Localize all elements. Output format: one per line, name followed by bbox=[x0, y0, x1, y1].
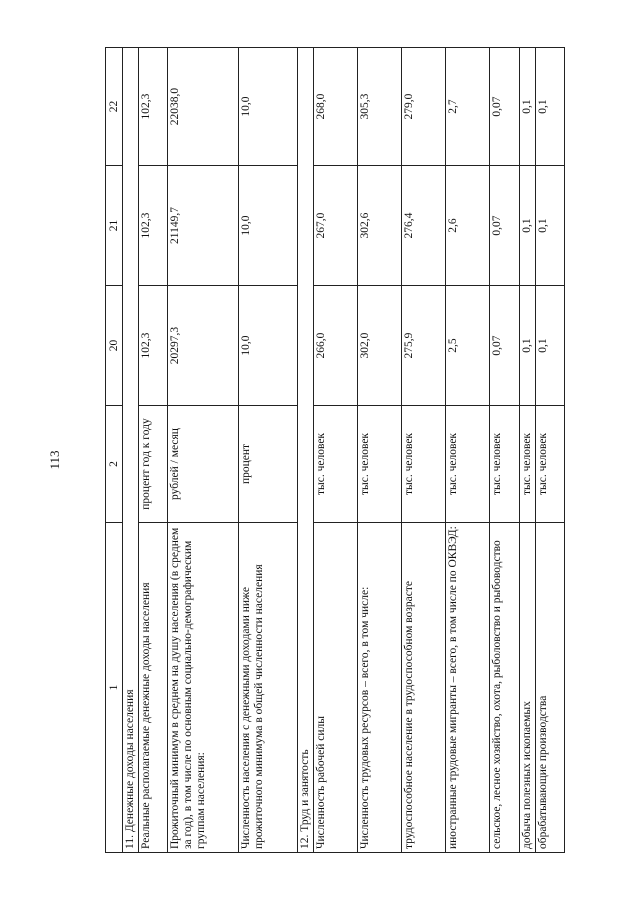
value-cell: 0,1 bbox=[520, 286, 536, 406]
col-header: 22 bbox=[106, 48, 123, 166]
table-row bbox=[520, 48, 536, 853]
table-row bbox=[239, 48, 298, 853]
row-label: иностранные трудовые мигранты – всего, в том числе по ОКВЭД: bbox=[445, 523, 489, 853]
value-cell: 0,1 bbox=[536, 48, 565, 166]
value-cell: 10,0 bbox=[239, 48, 298, 166]
col-header: 2 bbox=[106, 406, 123, 523]
value-cell: 102,3 bbox=[139, 48, 168, 166]
table-row bbox=[536, 48, 565, 853]
value-cell: 268,0 bbox=[314, 48, 358, 166]
row-label: Прожиточный минимум в среднем на душу населения (в среднем за год), в том числе по основным социально-демографическим группам населения: bbox=[167, 523, 238, 853]
row-label: трудоспособное население в трудоспособном возрасте bbox=[401, 523, 445, 853]
data-table bbox=[105, 47, 565, 853]
unit-cell: рублей / месяц bbox=[167, 406, 238, 523]
value-cell: 266,0 bbox=[314, 286, 358, 406]
value-cell: 2,7 bbox=[445, 48, 489, 166]
table-row bbox=[314, 48, 358, 853]
value-cell: 0,07 bbox=[489, 166, 520, 286]
value-cell: 0,1 bbox=[520, 166, 536, 286]
col-header: 1 bbox=[106, 523, 123, 853]
header-row bbox=[106, 48, 123, 853]
table-row bbox=[445, 48, 489, 853]
unit-cell: тыс. человек bbox=[520, 406, 536, 523]
row-label: обрабатывающие производства bbox=[536, 523, 565, 853]
table-row bbox=[139, 48, 168, 853]
unit-cell: тыс. человек bbox=[358, 406, 402, 523]
table-row bbox=[489, 48, 520, 853]
section-row bbox=[123, 48, 139, 853]
col-header: 21 bbox=[106, 166, 123, 286]
value-cell: 0,07 bbox=[489, 286, 520, 406]
value-cell: 0,07 bbox=[489, 48, 520, 166]
section-title: 11. Денежные доходы населения bbox=[123, 48, 139, 853]
value-cell: 302,6 bbox=[358, 166, 402, 286]
value-cell: 2,5 bbox=[445, 286, 489, 406]
unit-cell: тыс. человек bbox=[445, 406, 489, 523]
row-label: Численность рабочей силы bbox=[314, 523, 358, 853]
value-cell: 305,3 bbox=[358, 48, 402, 166]
unit-cell: тыс. человек bbox=[489, 406, 520, 523]
unit-cell: тыс. человек bbox=[314, 406, 358, 523]
section-row bbox=[298, 48, 314, 853]
row-label: сельское, лесное хозяйство, охота, рыболовство и рыбоводство bbox=[489, 523, 520, 853]
row-label: Численность трудовых ресурсов – всего, в том числе: bbox=[358, 523, 402, 853]
row-label: Реальные располагаемые денежные доходы населения bbox=[139, 523, 168, 853]
value-cell: 302,0 bbox=[358, 286, 402, 406]
value-cell: 20297,3 bbox=[167, 286, 238, 406]
value-cell: 10,0 bbox=[239, 286, 298, 406]
value-cell: 0,1 bbox=[536, 286, 565, 406]
unit-cell: процент год к году bbox=[139, 406, 168, 523]
value-cell: 102,3 bbox=[139, 166, 168, 286]
value-cell: 102,3 bbox=[139, 286, 168, 406]
value-cell: 10,0 bbox=[239, 166, 298, 286]
value-cell: 267,0 bbox=[314, 166, 358, 286]
unit-cell: процент bbox=[239, 406, 298, 523]
row-label: Численность населения с денежными доходами ниже прожиточного минимума в общей численности населения bbox=[239, 523, 298, 853]
value-cell: 0,1 bbox=[536, 166, 565, 286]
value-cell: 22038,0 bbox=[167, 48, 238, 166]
value-cell: 0,1 bbox=[520, 48, 536, 166]
value-cell: 279,0 bbox=[401, 48, 445, 166]
unit-cell: тыс. человек bbox=[536, 406, 565, 523]
row-label: добыча полезных ископаемых bbox=[520, 523, 536, 853]
table-container bbox=[105, 48, 565, 853]
value-cell: 2,6 bbox=[445, 166, 489, 286]
value-cell: 275,9 bbox=[401, 286, 445, 406]
page-number: 113 bbox=[47, 450, 62, 470]
table-row bbox=[401, 48, 445, 853]
value-cell: 276,4 bbox=[401, 166, 445, 286]
unit-cell: тыс. человек bbox=[401, 406, 445, 523]
col-header: 20 bbox=[106, 286, 123, 406]
section-title: 12. Труд и занятость bbox=[298, 48, 314, 853]
table-row bbox=[358, 48, 402, 853]
table-row bbox=[167, 48, 238, 853]
value-cell: 21149,7 bbox=[167, 166, 238, 286]
